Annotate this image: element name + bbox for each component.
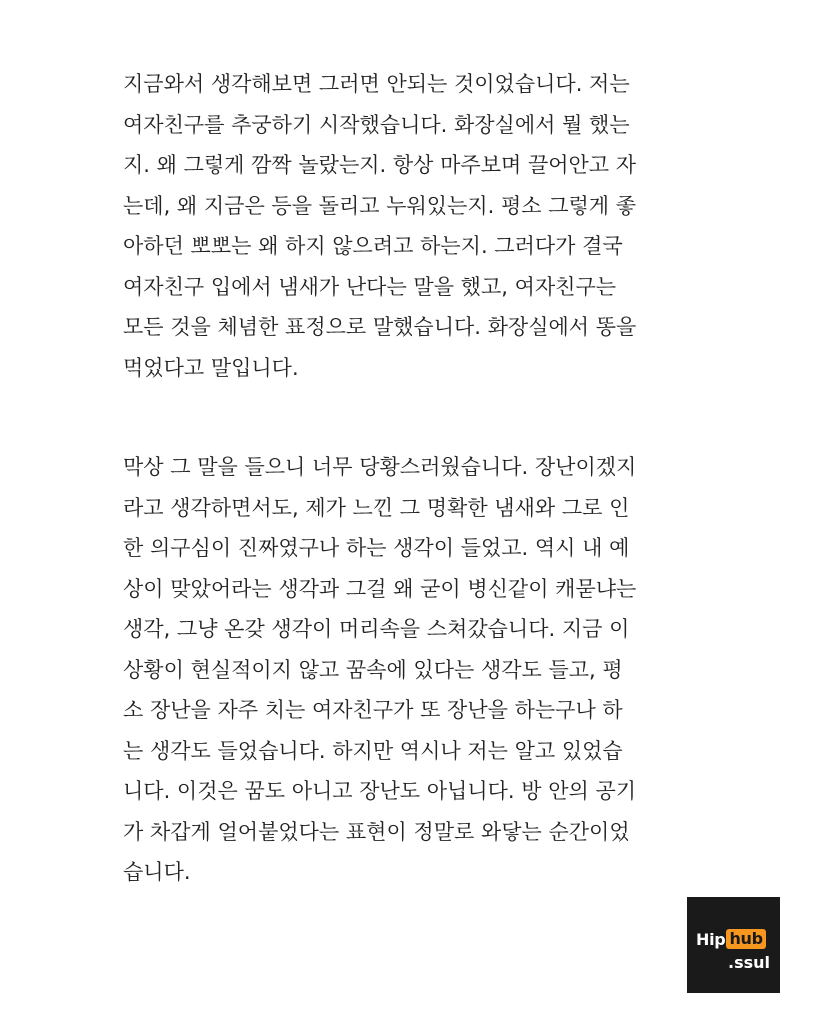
text-line: 습니다. <box>123 860 191 884</box>
text-line: 니다. 이것은 꿈도 아니고 장난도 아닙니다. 방 안의 공기 <box>123 779 637 803</box>
text-line: 라고 생각하면서도, 제가 느낀 그 명확한 냄새와 그로 인 <box>123 495 630 520</box>
text-line: 지. 왜 그렇게 깜짝 놀랐는지. 항상 마주보며 끌어안고 자 <box>123 153 637 177</box>
text-line: 한 의구심이 진짜였구나 하는 생각이 들었고. 역시 내 예 <box>123 536 630 560</box>
text-line: 상황이 현실적이지 않고 꿈속에 있다는 생각도 들고, 평 <box>123 657 623 682</box>
logo-ssul-text: .ssul <box>728 953 770 972</box>
logo-hip-text: Hip <box>696 929 726 949</box>
text-line: 여자친구를 추궁하기 시작했습니다. 화장실에서 뭘 했는 <box>123 112 630 137</box>
paragraph-2 <box>123 447 723 893</box>
text-line: 는 생각도 들었습니다. 하지만 역시나 저는 알고 있었습 <box>123 738 623 763</box>
paragraph-spacer <box>123 388 723 447</box>
text-line: 가 차갑게 얼어붙었다는 표현이 정말로 와닿는 순간이었 <box>123 819 630 844</box>
text-line: 막상 그 말을 들으니 너무 당황스러웠습니다. 장난이겠지 <box>123 455 637 479</box>
paragraph-1 <box>123 64 723 388</box>
text-line: 아하던 뽀뽀는 왜 하지 않으려고 하는지. 그러다가 결국 <box>123 234 623 258</box>
logo-wordmark <box>696 929 766 949</box>
text-line: 는데, 왜 지금은 등을 돌리고 누워있는지. 평소 그렇게 좋 <box>123 193 637 218</box>
text-line: 여자친구 입에서 냄새가 난다는 말을 했고, 여자친구는 <box>123 274 617 299</box>
text-line: 먹었다고 말입니다. <box>123 355 299 380</box>
hiphub-ssul-logo <box>687 897 780 993</box>
text-line: 소 장난을 자주 치는 여자친구가 또 장난을 하는구나 하 <box>123 698 623 722</box>
text-line: 모든 것을 체념한 표정으로 말했습니다. 화장실에서 똥을 <box>123 315 637 339</box>
text-line: 생각, 그냥 온갖 생각이 머리속을 스쳐갔습니다. 지금 이 <box>123 617 630 641</box>
text-line: 지금와서 생각해보면 그러면 안되는 것이었습니다. 저는 <box>123 72 630 96</box>
text-line: 상이 맞았어라는 생각과 그걸 왜 굳이 병신같이 캐묻냐는 <box>123 576 637 601</box>
article-body <box>123 64 723 893</box>
logo-hub-badge: hub <box>726 929 765 949</box>
